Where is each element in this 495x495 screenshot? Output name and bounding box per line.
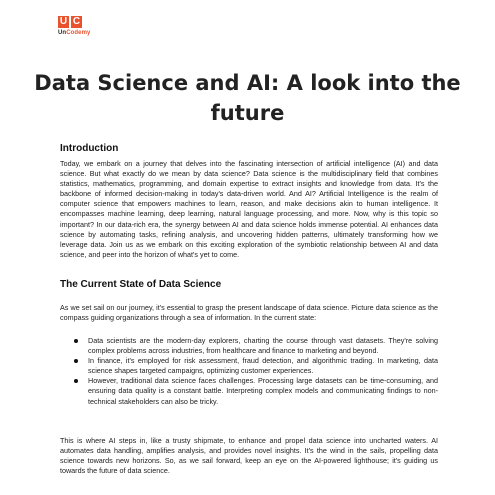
list-item-text: However, traditional data science faces challenges. Processing large datasets can be time-consuming, and ensuring data quality is a constant battle. Interpreting complex models and communicating findings to non-technical stakeholders can also be tricky. [88, 376, 438, 406]
logo-mark [58, 16, 90, 28]
current-state-lead: As we set sail on our journey, it's essential to grasp the present landscape of data science. Picture data science as the compass guiding organizations through a sea of information. In the current state: [60, 303, 438, 323]
current-state-closing: This is where AI steps in, like a trusty shipmate, to enhance and propel data science into uncharted waters. AI automates data handling, amplifies analysis, and provides novel insights. It's the wind in the sails, propelling data science towards new horizons. So, as we sail forward, keep an eye on the AI-powered lighthouse; it's guiding us towards the future of data science. [60, 436, 438, 476]
list-item-text: In finance, it's employed for risk assessment, fraud detection, and algorithmic trading. In marketing, data science shapes targeted campaigns, optimizing customer experiences. [88, 356, 438, 376]
current-state-heading: The Current State of Data Science [60, 279, 222, 290]
logo-letter-c: C [72, 16, 81, 27]
list-item [88, 356, 438, 376]
intro-heading: Introduction [60, 143, 119, 154]
logo-letter-u: U [59, 16, 68, 27]
intro-paragraph: Today, we embark on a journey that delves into the fascinating intersection of artificial intelligence (AI) and data science. But what exactly do we mean by data science? Data science is the multidisciplinary field that combines statistics, mathematics, programming, and domain expertise to extract insights and knowledge from data. It's the backbone of informed decision-making in today's data-driven world. And AI? Artificial Intelligence is the realm of computer science that empowers machines to learn, reason, and make decisions akin to human intelligence. It encompasses machine learning, deep learning, natural language processing, and more. Now, why is this topic so important? In our data-rich era, the synergy between AI and data science holds immense potential. AI enhances data science by automating tasks, refining analysis, and uncovering hidden patterns, ultimately transforming how we leverage data. Join us as we embark on this exciting exploration of the symbiotic relationship between AI and data science, and peer into the horizon of what's yet to come. [60, 159, 438, 259]
brand-logo [58, 16, 90, 36]
bullet-icon [74, 359, 78, 363]
logo-wordmark-part2: Codemy [66, 30, 91, 36]
list-item [88, 376, 438, 406]
bullet-icon [74, 379, 78, 383]
bullet-icon [74, 339, 78, 343]
page-title: Data Science and AI: A look into the future [34, 71, 461, 125]
logo-wordmark [58, 30, 90, 36]
list-item [88, 336, 438, 356]
current-state-list [88, 336, 438, 407]
list-item-text: Data scientists are the modern-day explorers, charting the course through vast datasets. They're solving complex problems across industries, from healthcare and finance to marketing and beyond. [88, 336, 438, 356]
logo-wordmark-part1: Un [58, 30, 67, 36]
